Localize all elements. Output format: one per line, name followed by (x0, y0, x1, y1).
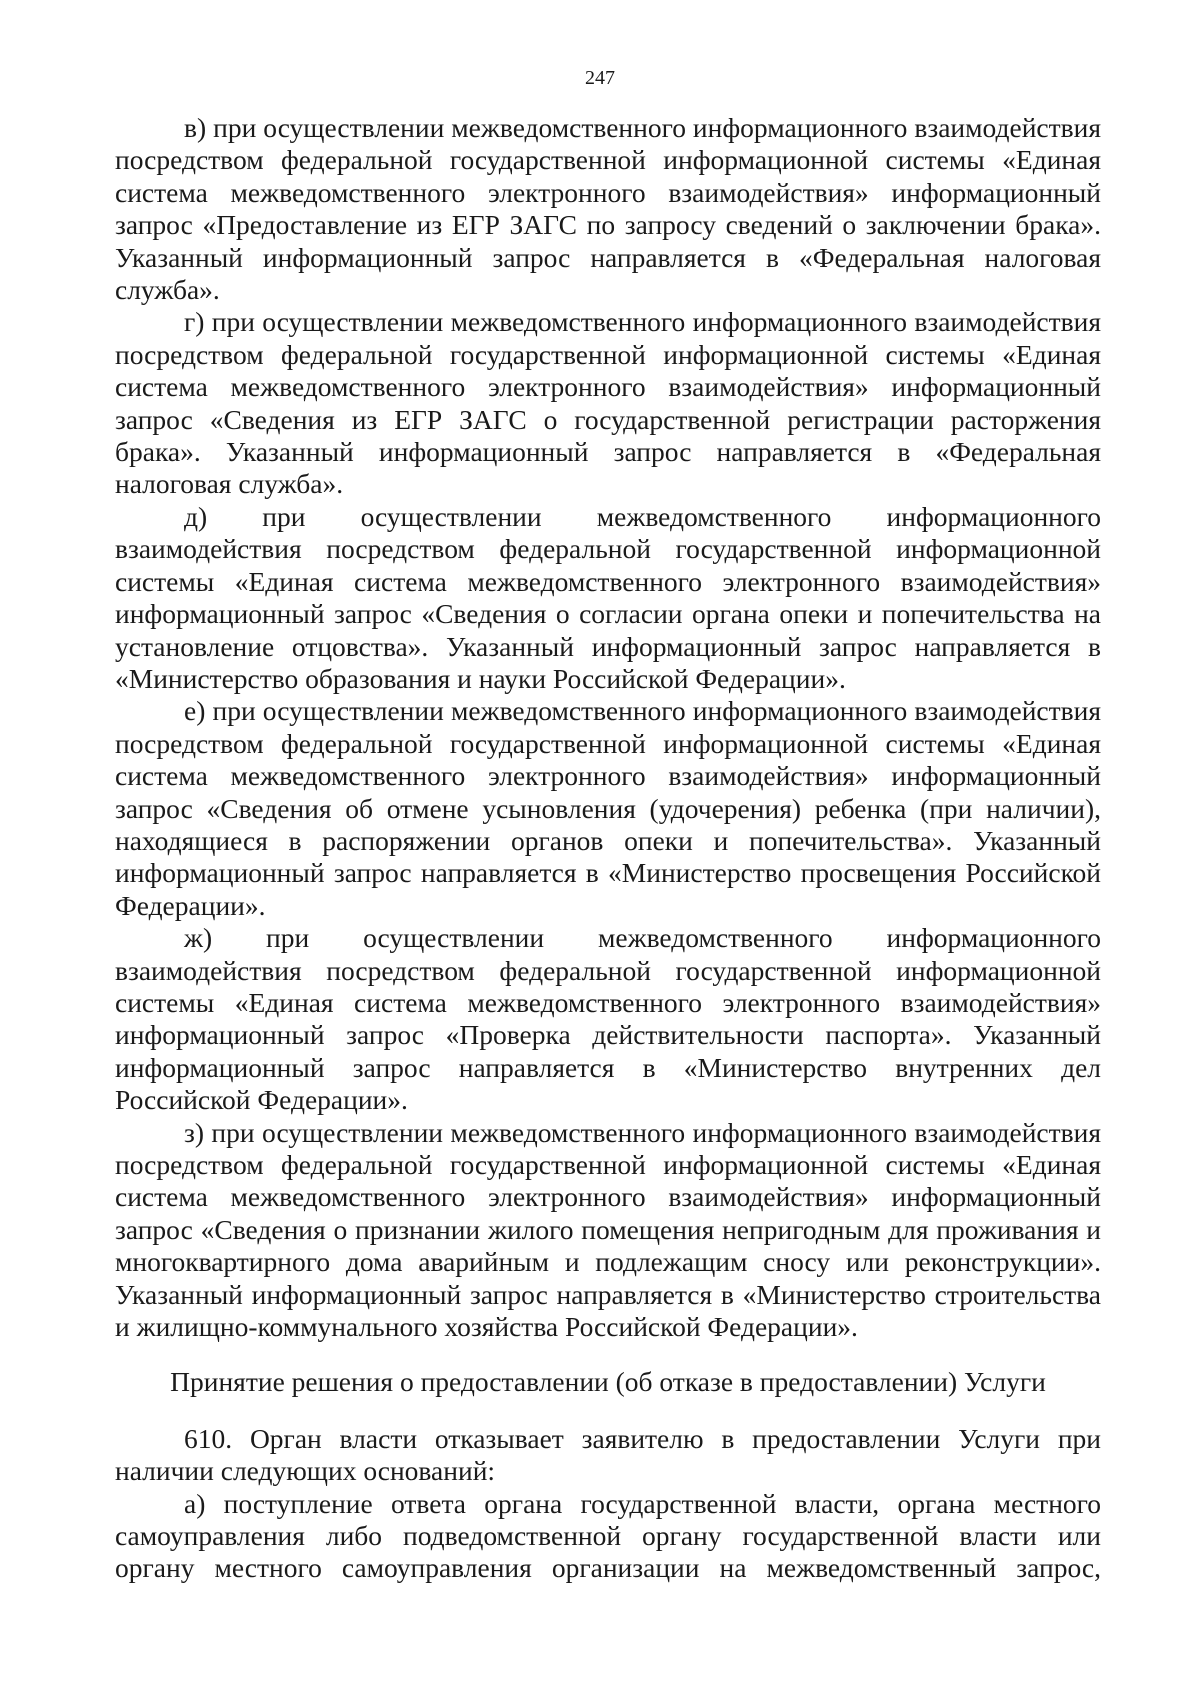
document-body (115, 112, 1101, 1585)
section-heading: Принятие решения о предоставлении (об отказе в предоставлении) Услуги (170, 1366, 1046, 1398)
paragraph-zh: ж) при осуществлении межведомственного информационного взаимодействия посредством федеральной государственной информационной системы «Единая система межведомственного электронного взаимодействия» информационный запрос «Проверка действительности паспорта». Указанный информационный запрос направляется в «Министерство внутренних дел Российской Федерации». (115, 922, 1101, 1116)
paragraph-a: а) поступление ответа органа государственной власти, органа местного самоуправления либо подведомственной органу государственной власти или органу местного самоуправления организации на межведомственный запрос, (115, 1487, 1101, 1584)
paragraph-d: д) при осуществлении межведомственного информационного взаимодействия посредством федеральной государственной информационной системы «Единая система межведомственного электронного взаимодействия» информационный запрос «Сведения о согласии органа опеки и попечительства на установление отцовства». Указанный информационный запрос направляется в «Министерство образования и науки Российской Федерации». (115, 500, 1101, 694)
paragraph-z: з) при осуществлении межведомственного информационного взаимодействия посредством федеральной государственной информационной системы «Единая система межведомственного электронного взаимодействия» информационный запрос «Сведения о признании жилого помещения непригодным для проживания и многоквартирного дома аварийным и подлежащим сносу или реконструкции». Указанный информационный запрос направляется в «Министерство строительства и жилищно-коммунального хозяйства Российской Федерации». (115, 1116, 1101, 1343)
paragraph-g: г) при осуществлении межведомственного информационного взаимодействия посредством федеральной государственной информационной системы «Единая система межведомственного электронного взаимодействия» информационный запрос «Сведения из ЕГР ЗАГС о государственной регистрации расторжения брака». Указанный информационный запрос направляется в «Федеральная налоговая служба». (115, 306, 1101, 500)
page-number: 247 (585, 67, 615, 89)
paragraph-610: 610. Орган власти отказывает заявителю в предоставлении Услуги при наличии следующих оснований: (115, 1422, 1101, 1487)
paragraph-v: в) при осуществлении межведомственного информационного взаимодействия посредством федеральной государственной информационной системы «Единая система межведомственного электронного взаимодействия» информационный запрос «Предоставление из ЕГР ЗАГС по запросу сведений о заключении брака». Указанный информационный запрос направляется в «Федеральная налоговая служба». (115, 112, 1101, 306)
paragraph-e: е) при осуществлении межведомственного информационного взаимодействия посредством федеральной государственной информационной системы «Единая система межведомственного электронного взаимодействия» информационный запрос «Сведения об отмене усыновления (удочерения) ребенка (при наличии), находящиеся в распоряжении органов опеки и попечительства». Указанный информационный запрос направляется в «Министерство просвещения Российской Федерации». (115, 695, 1101, 921)
